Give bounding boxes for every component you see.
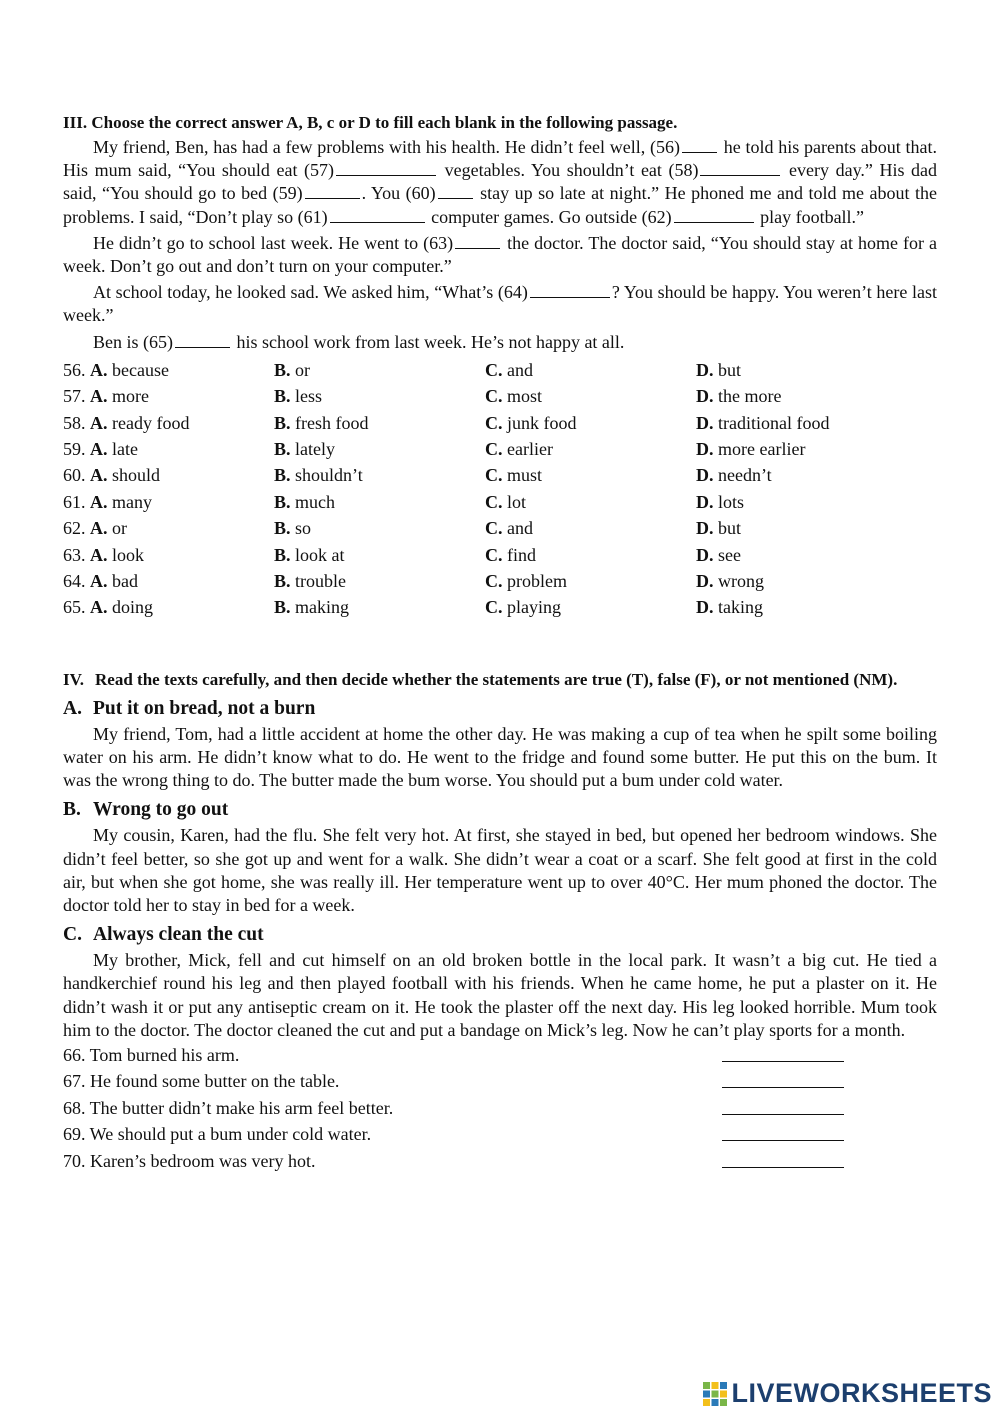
statement-row — [63, 1042, 937, 1068]
blank-59[interactable] — [305, 182, 360, 199]
option-c[interactable]: C. and — [485, 359, 533, 380]
question-row — [63, 436, 937, 462]
option-c[interactable]: C. and — [485, 518, 533, 539]
option-b[interactable]: B. making — [274, 597, 350, 618]
statement-row — [63, 1095, 937, 1121]
option-b[interactable]: B. less — [274, 386, 323, 407]
option-d[interactable]: D. traditional food — [696, 412, 830, 433]
option-c[interactable]: C. lot — [485, 491, 527, 512]
passage-paragraph-3: At school today, he looked sad. We asked him, “What’s (64) ? You should be happy. You weren’t here last week.” — [63, 282, 937, 326]
question-row — [63, 568, 937, 594]
section-3-heading: III. Choose the correct answer A, B, c or D to fill each blank in the following passage. — [63, 113, 678, 132]
statement-row — [63, 1148, 937, 1174]
option-d[interactable]: D. lots — [696, 491, 745, 512]
text-a-title: A. Put it on bread, not a burn — [63, 697, 316, 719]
liveworksheets-logo[interactable] — [702, 1378, 992, 1409]
option-b[interactable]: B. so — [274, 518, 312, 539]
option-b[interactable]: B. shouldn’t — [274, 465, 363, 486]
option-c[interactable]: C. must — [485, 465, 543, 486]
option-c[interactable]: C. earlier — [485, 439, 553, 459]
blank-64[interactable] — [530, 281, 610, 298]
option-b[interactable]: B. or — [274, 359, 311, 380]
question-row — [63, 410, 937, 436]
text-c-title: C. Always clean the cut — [63, 924, 264, 946]
statement-text: 67. He found some butter on the table. — [63, 1071, 340, 1092]
blank-63[interactable] — [455, 232, 500, 249]
option-a[interactable]: 57. A. more — [63, 386, 149, 407]
blank-57[interactable] — [336, 159, 436, 176]
answer-input-68[interactable] — [722, 1095, 844, 1115]
statements-list — [63, 1042, 937, 1174]
text-a-body: My friend, Tom, had a little accident at home the other day. He was making a cup of tea when he spilt some boiling water on his arm. He didn’t know what to do. He went to the fridge and found some butter. He put this on the bum. It was the wrong thing to do. The butter made the bum worse. You should put a bum under cold water. — [63, 723, 937, 791]
option-d[interactable]: D. more earlier — [696, 439, 806, 459]
worksheet-page — [63, 112, 937, 1174]
statement-text: 69. We should put a bum under cold water. — [63, 1124, 372, 1145]
answer-input-67[interactable] — [722, 1068, 844, 1088]
question-row — [63, 357, 937, 383]
option-b[interactable]: B. lately — [274, 439, 335, 459]
option-c[interactable]: C. most — [485, 386, 543, 407]
option-d[interactable]: D. the more — [696, 386, 782, 407]
question-row — [63, 383, 937, 409]
option-a[interactable]: 56. A. because — [63, 359, 169, 380]
option-a[interactable]: 64. A. bad — [63, 570, 138, 591]
question-row — [63, 515, 937, 541]
option-d[interactable]: D. needn’t — [696, 465, 772, 486]
text-b-title: B. Wrong to go out — [63, 799, 229, 821]
question-row — [63, 489, 937, 515]
answer-input-70[interactable] — [722, 1148, 844, 1168]
option-a[interactable]: 58. A. ready food — [63, 412, 190, 433]
text-b-body: My cousin, Karen, had the flu. She felt very hot. At first, she stayed in bed, but opened her bedroom windows. She didn’t feel better, so she got up and went for a walk. She didn’t wear a coat or a scarf. She felt good at first in the cold air, but when she got home, she was really ill. Her temperature went up to over 40°C. Her mum phoned the doctor. The doctor told her to stay in bed for a week. — [63, 825, 937, 915]
statement-text: 68. The butter didn’t make his arm feel better. — [63, 1097, 394, 1118]
liveworksheets-logo-icon — [702, 1381, 728, 1407]
option-c[interactable]: C. junk food — [485, 412, 577, 433]
text-c-body: My brother, Mick, fell and cut himself on an old broken bottle in the local park. It wasn’t a big cut. He tied a handkerchief round his leg and then played football with his friends. When he came home, he put a plaster on it. He didn’t wash it or put any antiseptic cream on it. He took the plaster off the next day. His leg looked horrible. Mum took him to the doctor. The doctor cleaned the cut and put a bandage on Mick’s leg. Now he can’t play sports for a month. — [63, 950, 937, 1040]
option-a[interactable]: 59. A. late — [63, 439, 138, 459]
option-b[interactable]: B. fresh food — [274, 412, 369, 433]
statement-text: 66. Tom burned his arm. — [63, 1044, 240, 1065]
option-b[interactable]: B. much — [274, 491, 336, 512]
option-c[interactable]: C. playing — [485, 597, 561, 618]
blank-60[interactable] — [438, 182, 473, 199]
question-row — [63, 542, 937, 568]
option-b[interactable]: B. trouble — [274, 570, 347, 591]
question-row — [63, 462, 937, 488]
statement-row — [63, 1068, 937, 1094]
blank-56[interactable] — [682, 136, 717, 153]
blank-62[interactable] — [674, 206, 754, 223]
option-a[interactable]: 61. A. many — [63, 491, 152, 512]
option-a[interactable]: 65. A. doing — [63, 597, 154, 618]
blank-65[interactable] — [175, 331, 230, 348]
logo-text: LIVEWORKSHEETS — [731, 1378, 992, 1408]
option-a[interactable]: 62. A. or — [63, 518, 127, 539]
option-d[interactable]: D. but — [696, 359, 742, 380]
option-c[interactable]: C. problem — [485, 570, 567, 591]
option-d[interactable]: D. but — [696, 518, 742, 539]
option-a[interactable]: 63. A. look — [63, 544, 145, 565]
option-c[interactable]: C. find — [485, 544, 536, 565]
option-b[interactable]: B. look at — [274, 544, 345, 565]
blank-61[interactable] — [330, 206, 425, 223]
statement-text: 70. Karen’s bedroom was very hot. — [63, 1150, 316, 1171]
passage-paragraph-4: Ben is (65) his school work from last week. He’s not happy at all. — [93, 331, 625, 352]
statement-row — [63, 1121, 937, 1147]
option-d[interactable]: D. see — [696, 544, 741, 565]
blank-58[interactable] — [700, 159, 780, 176]
answer-input-69[interactable] — [722, 1121, 844, 1141]
section-4-heading: IV. Read the texts carefully, and then decide whether the statements are true (T), false (F), or not mentioned (NM). — [63, 669, 898, 689]
question-row — [63, 594, 937, 620]
option-d[interactable]: D. taking — [696, 597, 763, 618]
passage-paragraph-2: He didn’t go to school last week. He went to (63) the doctor. The doctor said, “You should stay at home for a week. Don’t go out and don’t turn on your computer.” — [63, 232, 937, 277]
answer-input-66[interactable] — [722, 1042, 844, 1062]
answer-options-list — [63, 357, 937, 621]
option-d[interactable]: D. wrong — [696, 570, 764, 591]
option-a[interactable]: 60. A. should — [63, 465, 161, 486]
passage-paragraph-1: My friend, Ben, has had a few problems with his health. He didn’t feel well, (56) he told his parents about that. His mum said, “You should eat (57) vegetables. You shouldn’t eat (58) every day.” His dad said, “You should go to bed (59) . You (60) stay up so late at night.” He phoned me and told me about the problems. I said, “Don’t play so (61) computer games. Go outside (62) play football.” — [63, 137, 938, 227]
